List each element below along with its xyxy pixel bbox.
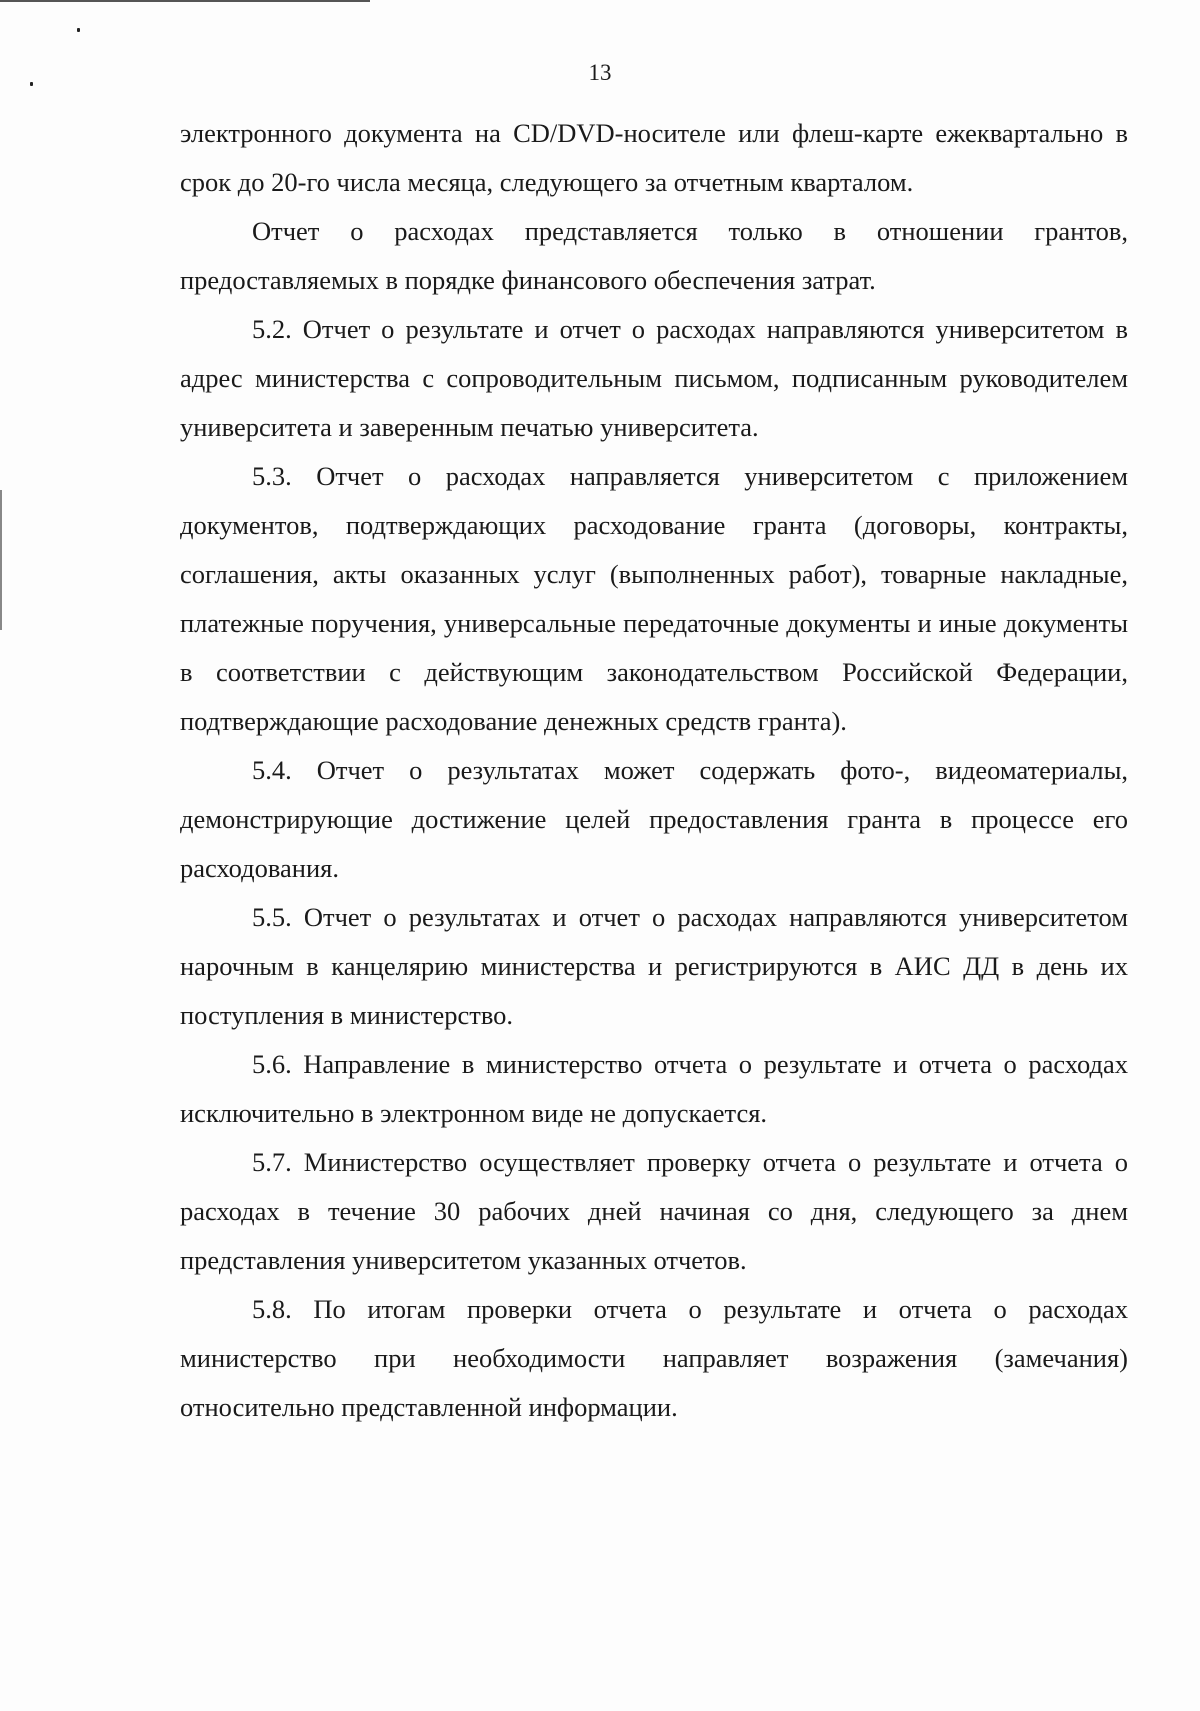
paragraph-5-5: 5.5. Отчет о результатах и отчет о расходах направляются университетом нарочным в канцелярию министерства и регистрируются в АИС ДД в день их поступления в министерство.: [180, 902, 1128, 1030]
paragraph-expense-report-note: Отчет о расходах представляется только в отношении грантов, предоставляемых в порядке финансового обеспечения затрат.: [180, 216, 1128, 295]
paragraph-5-4: 5.4. Отчет о результатах может содержать фото-, видеоматериалы, демонстрирующие достижение целей предоставления гранта в процессе его расходования.: [180, 755, 1128, 883]
paragraph-5-7: 5.7. Министерство осуществляет проверку отчета о результате и отчета о расходах в течение 30 рабочих дней начиная со дня, следующего за днем представления университетом указанных отчетов.: [180, 1147, 1128, 1275]
paragraph-continuation: электронного документа на CD/DVD-носителе или флеш-карте ежеквартально в срок до 20-го числа месяца, следующего за отчетным кварталом.: [180, 118, 1128, 197]
page-number: 13: [588, 60, 612, 85]
top-scan-rule: [0, 0, 370, 2]
paragraph-5-6: 5.6. Направление в министерство отчета о результате и отчета о расходах исключительно в электронном виде не допускается.: [180, 1049, 1128, 1128]
paragraph-5-8: 5.8. По итогам проверки отчета о результате и отчета о расходах министерство при необходимости направляет возражения (замечания) относительно представленной информации.: [180, 1294, 1128, 1422]
document-body: [180, 109, 1128, 1432]
paragraph-5-2: 5.2. Отчет о результате и отчет о расходах направляются университетом в адрес министерства с сопроводительным письмом, подписанным руководителем университета и заверенным печатью университета.: [180, 314, 1128, 442]
scan-speck: [77, 28, 80, 32]
paragraph-5-3: 5.3. Отчет о расходах направляется университетом с приложением документов, подтверждающих расходование гранта (договоры, контракты, соглашения, акты оказанных услуг (выполненных работ), товарные накладные, платежные поручения, универсальные передаточные документы и иные документы в соответствии с действующим законодательством Российской Федерации, подтверждающие расходование денежных средств гранта).: [180, 461, 1128, 736]
left-scan-edge: [0, 490, 2, 630]
